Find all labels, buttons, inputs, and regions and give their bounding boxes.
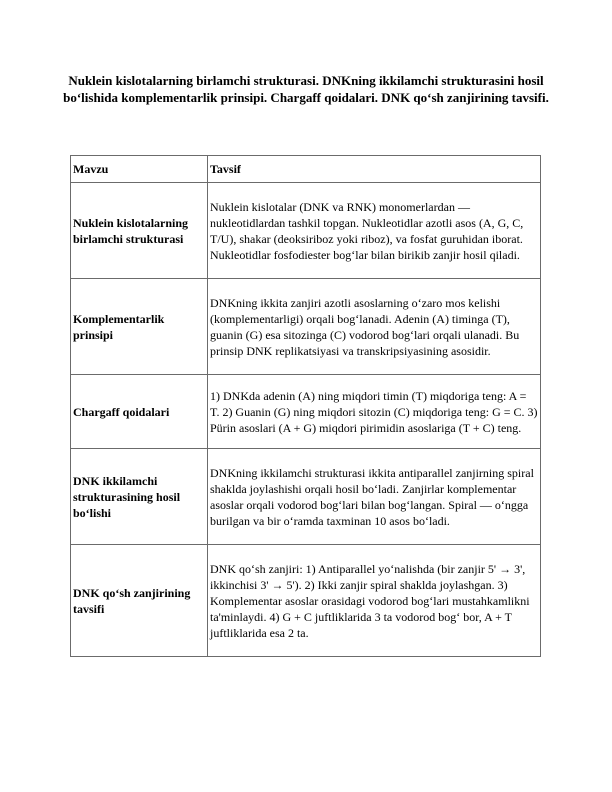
column-header-description: Tavsif [208,156,541,183]
row-description: DNKning ikkita zanjiri azotli asoslarning o‘zaro mos kelishi (komplementarligi) orqali bog‘lanadi. Adenin (A) timinga (T), guanin (G) esa sitozinga (C) vodorod bog‘lari orqali ulanadi. Bu prinsip DNK replikatsiyasi va transkripsiyasining asosidir. [208,279,541,375]
table-row [71,449,541,545]
table-row [71,279,541,375]
row-topic: Nuklein kislotalarning birlamchi strukturasi [71,183,208,279]
row-topic: Komplementarlik prinsipi [71,279,208,375]
row-description: DNKning ikkilamchi strukturasi ikkita antiparallel zanjirning spiral shaklda joylashishi orqali hosil bo‘ladi. Zanjirlar komplementar asoslar orqali vodorod bog‘lari bilan bog‘langan. Spiral — o‘ngga burilgan va bir o‘ramda taxminan 10 asos bo‘ladi. [208,449,541,545]
row-topic: DNK qo‘sh zanjirining tavsifi [71,545,208,657]
row-description: Nuklein kislotalar (DNK va RNK) monomerlardan — nukleotidlardan tashkil topgan. Nukleotidlar azotli asos (A, G, C, T/U), shakar (deoksiriboz yoki riboz), va fosfat guruhidan iborat. Nukleotidlar fosfodiester bog‘lar bilan birikib zanjir hosil qiladi. [208,183,541,279]
table-row [71,183,541,279]
row-topic: Chargaff qoidalari [71,375,208,449]
row-description: DNK qo‘sh zanjiri: 1) Antiparallel yo‘nalishda (bir zanjir 5' → 3', ikkinchisi 3' → 5'). 2) Ikki zanjir spiral shaklda joylashgan. 3) Komplementar asoslar orasidagi vodorod bog‘lari mustahkamlikni ta'minlaydi. 4) G + C juftliklarida 3 ta vodorod bog‘ bor, A + T juftliklarida esa 2 ta. [208,545,541,657]
table-header-row [71,156,541,183]
table-row [71,545,541,657]
topic-table [70,155,541,657]
row-description: 1) DNKda adenin (A) ning miqdori timin (T) miqdoriga teng: A = T. 2) Guanin (G) ning miqdori sitozin (C) miqdoriga teng: G = C. 3) Pürin asoslari (A + G) miqdori pirimidin asoslariga (T + C) teng. [208,375,541,449]
column-header-topic: Mavzu [71,156,208,183]
document-title: Nuklein kislotalarning birlamchi strukturasi. DNKning ikkilamchi strukturasini hosil bo‘lishida komplementarlik prinsipi. Chargaff qoidalari. DNK qo‘sh zanjirining tavsifi. [63,73,549,105]
table-row [71,375,541,449]
row-topic: DNK ikkilamchi strukturasining hosil bo‘lishi [71,449,208,545]
